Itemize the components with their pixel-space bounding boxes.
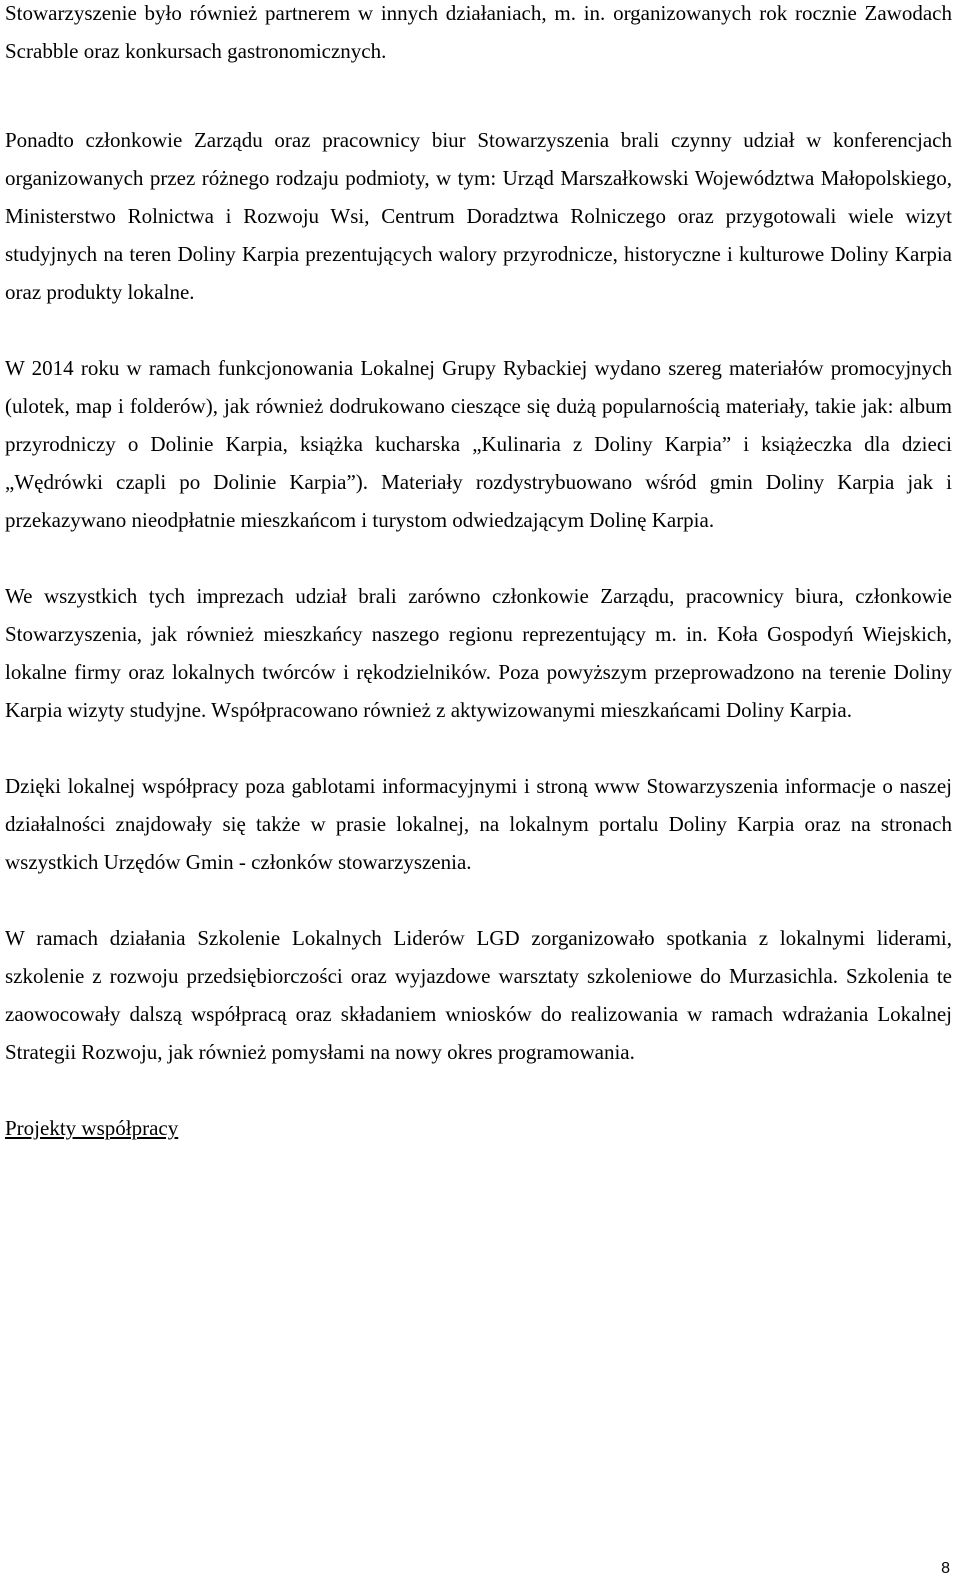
paragraph-leader-training: W ramach działania Szkolenie Lokalnych Liderów LGD zorganizowało spotkania z lokalnymi liderami, szkolenie z rozwoju przedsiębiorczości oraz wyjazdowe warsztaty szkoleniowe do Murzasichla. Szkolenia te zaowocowały dalszą współpracą oraz składaniem wniosków do realizowania w ramach wdrażania Lokalnej Strategii Rozwoju, jak również pomysłami na nowy okres programowania. xyxy=(5,926,952,1064)
paragraph-conferences: Ponadto członkowie Zarządu oraz pracownicy biur Stowarzyszenia brali czynny udział w konferencjach organizowanych przez różnego rodzaju podmioty, w tym: Urząd Marszałkowski Województwa Małopolskiego, Ministerstwo Rolnictwa i Rozwoju Wsi, Centrum Doradztwa Rolniczego oraz przygotowali wiele wizyt studyjnych na teren Doliny Karpia prezentujących walory przyrodnicze, historyczne i kulturowe Doliny Karpia oraz produkty lokalne. xyxy=(5,128,952,304)
paragraph-local-cooperation: Dzięki lokalnej współpracy poza gablotami informacyjnymi i stroną www Stowarzyszenia informacje o naszej działalności znajdowały się także w prasie lokalnej, na lokalnym portalu Doliny Karpia oraz na stronach wszystkich Urzędów Gmin - członków stowarzyszenia. xyxy=(5,774,952,874)
paragraph-partnership: Stowarzyszenie było również partnerem w innych działaniach, m. in. organizowanych rok rocznie Zawodach Scrabble oraz konkursach gastronomicznych. xyxy=(5,1,952,63)
cooperation-projects-link[interactable]: Projekty współpracy xyxy=(5,1116,179,1140)
paragraph-participants: We wszystkich tych imprezach udział brali zarówno członkowie Zarządu, pracownicy biura, członkowie Stowarzyszenia, jak również mieszkańcy naszego regionu reprezentujący m. in. Koła Gospodyń Wiejskich, lokalne firmy oraz lokalnych twórców i rękodzielników. Poza powyższym przeprowadzono na terenie Doliny Karpia wizyty studyjne. Współpracowano również z aktywizowanymi mieszkańcami Doliny Karpia. xyxy=(5,584,952,722)
page-number: 8 xyxy=(941,1560,950,1577)
paragraph-promotional-materials: W 2014 roku w ramach funkcjonowania Lokalnej Grupy Rybackiej wydano szereg materiałów promocyjnych (ulotek, map i folderów), jak również dodrukowano cieszące się dużą popularnością materiały, takie jak: album przyrodniczy o Dolinie Karpia, książka kucharska „Kulinaria z Doliny Karpia” i książeczka dla dzieci „Wędrówki czapli po Dolinie Karpia”). Materiały rozdystrybuowano wśród gmin Doliny Karpia jak i przekazywano nieodpłatnie mieszkańcom i turystom odwiedzającym Dolinę Karpia. xyxy=(5,356,952,532)
